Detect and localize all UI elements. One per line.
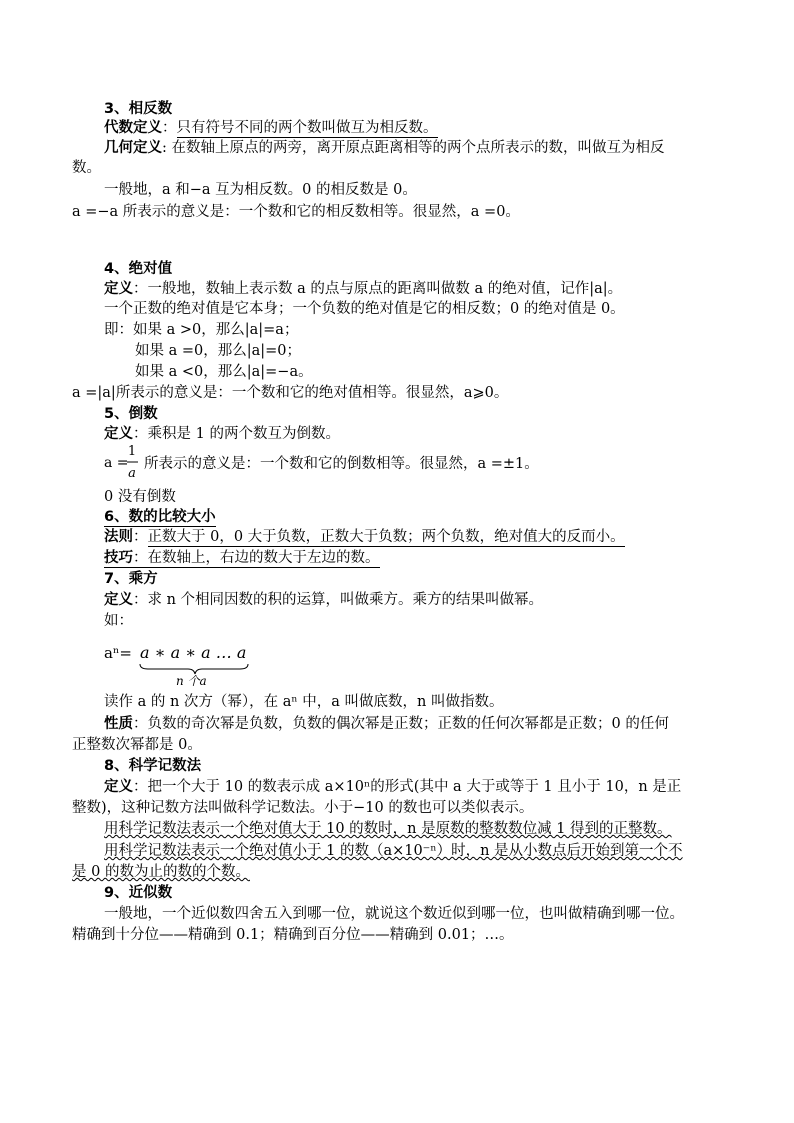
s8-rule-1: [104, 819, 672, 839]
s5-zero: 0 没有倒数: [104, 489, 176, 505]
s7-read: 读作 a 的 n 次方（幂），在 aⁿ 中，a 叫做底数，n 叫做指数。: [104, 694, 504, 710]
s6-rule-label: 法则: [104, 529, 133, 545]
s6-tip-text: ：在数轴上，右边的数大于左边的数。: [133, 550, 380, 566]
s8-def-text-cont: 整数)，这种记数方法叫做科学记数法。小于−10 的数也可以类似表示。: [72, 800, 534, 816]
s6-title-text: 6、数的比较大小: [104, 509, 216, 525]
reciprocal-formula: [104, 442, 144, 482]
s7-property: [104, 714, 669, 734]
s7-def-label: 定义: [104, 592, 133, 608]
s5-meaning: 所表示的意义是：一个数和它的倒数相等。很显然，a =±1。: [144, 456, 539, 472]
s3-algebraic-definition: [104, 118, 438, 138]
s3-geo-text-cont: 数。: [72, 160, 101, 176]
s4-meaning: a =|a|所表示的意义是：一个数和它的绝对值相等。很显然，a⩾0。: [72, 385, 509, 401]
s6-tip-label: 技巧: [104, 550, 133, 566]
frac-denominator: a: [128, 466, 136, 481]
s8-rule-2: [104, 841, 683, 861]
s3-def-text: 只有符号不同的两个数叫做互为相反数。: [176, 120, 438, 136]
s8-definition: [104, 777, 681, 797]
s4-case-3: 如果 a <0，那么|a|=−a。: [135, 364, 313, 380]
s6-rule: [104, 527, 625, 547]
s9-text: 一般地，一个近似数四舍五入到哪一位，就说这个数近似到哪一位，也叫做精确到哪一位。: [104, 906, 684, 922]
section-4-title: 4、绝对值: [104, 261, 173, 277]
s7-prop-text-cont: 正整数次幂都是 0。: [72, 737, 202, 753]
frac-numerator: 1: [127, 444, 137, 459]
s6-rule-text: 正数大于 0，0 大于负数，正数大于负数；两个负数，绝对值大的反而小。: [147, 529, 625, 545]
s8-rule-2-text: 用科学记数法表示一个绝对值小于 1 的数（a×10⁻ⁿ）时，n 是从小数点后开始到第一个不: [104, 843, 683, 859]
s8-def-label: 定义: [104, 779, 133, 795]
formula-rhs: a ∗ a ∗ a … a: [140, 643, 247, 662]
s5-definition: [104, 424, 340, 444]
s8-def-text: ：把一个大于 10 的数表示成 a×10ⁿ的形式(其中 a 大于或等于 1 且小于 10，n 是正: [133, 779, 682, 795]
frac-lhs: a =: [104, 455, 129, 471]
section-6-title: [104, 507, 216, 527]
s8-rule-2b-text: 是 0 的数为止的数的个数。: [72, 864, 250, 880]
s6-tip-underlined: [104, 550, 380, 568]
section-7-title: 7、乘方: [104, 571, 158, 587]
s3-def-label: 代数定义: [104, 120, 162, 136]
s8-rule-2-cont: [72, 862, 250, 882]
s7-prop-label: 性质: [104, 716, 133, 732]
s6-rule-colon: ：: [133, 529, 148, 545]
s5-def-label: 定义: [104, 426, 133, 442]
formula-lhs: aⁿ=: [104, 644, 133, 662]
s4-def-label: 定义: [104, 281, 133, 297]
s3-meaning: a =−a 所表示的意义是：一个数和它的相反数相等。很显然，a =0。: [72, 204, 520, 220]
section-5-title: 5、倒数: [104, 406, 158, 422]
s7-def-text: ：求 n 个相同因数的积的运算，叫做乘方。乘方的结果叫做幂。: [133, 592, 544, 608]
s4-case-2: 如果 a =0，那么|a|=0；: [135, 343, 302, 359]
s3-def-colon: ：: [162, 120, 177, 136]
s4-definition: [104, 279, 622, 299]
s3-geo-label: 几何定义: [104, 140, 162, 156]
power-formula: [104, 640, 264, 688]
section-3-title: 3、相反数: [104, 101, 173, 117]
s4-rule: 一个正数的绝对值是它本身；一个负数的绝对值是它的相反数；0 的绝对值是 0。: [104, 301, 625, 317]
section-8-title: 8、科学记数法: [104, 758, 202, 774]
s9-text-cont: 精确到十分位——精确到 0.1；精确到百分位——精确到 0.01；…。: [72, 927, 514, 943]
s6-tip: [104, 548, 380, 568]
s3-general: 一般地，a 和−a 互为相反数。0 的相反数是 0。: [104, 182, 417, 198]
s3-geometric-definition: [104, 138, 665, 158]
s4-def-text: ：一般地，数轴上表示数 a 的点与原点的距离叫做数 a 的绝对值，记作|a|。: [133, 281, 623, 297]
formula-under: n 个a: [176, 674, 207, 688]
s5-def-text: ：乘积是 1 的两个数互为倒数。: [133, 426, 340, 442]
s3-geo-text: : 在数轴上原点的两旁，离开原点距离相等的两个点所表示的数，叫做互为相反: [162, 140, 665, 156]
section-9-title: 9、近似数: [104, 885, 173, 901]
s7-definition: [104, 590, 543, 610]
underbrace-icon: [140, 664, 248, 674]
s7-prop-text: ：负数的奇次幂是负数，负数的偶次幂是正数；正数的任何次幂都是正数；0 的任何: [133, 716, 669, 732]
s7-example: 如：: [104, 613, 133, 629]
s8-rule-1-text: 用科学记数法表示一个绝对值大于 10 的数时，n 是原数的整数数位减 1 得到的正整数。: [104, 821, 672, 837]
s4-case-1: 即：如果 a >0，那么|a|=a；: [104, 322, 299, 338]
